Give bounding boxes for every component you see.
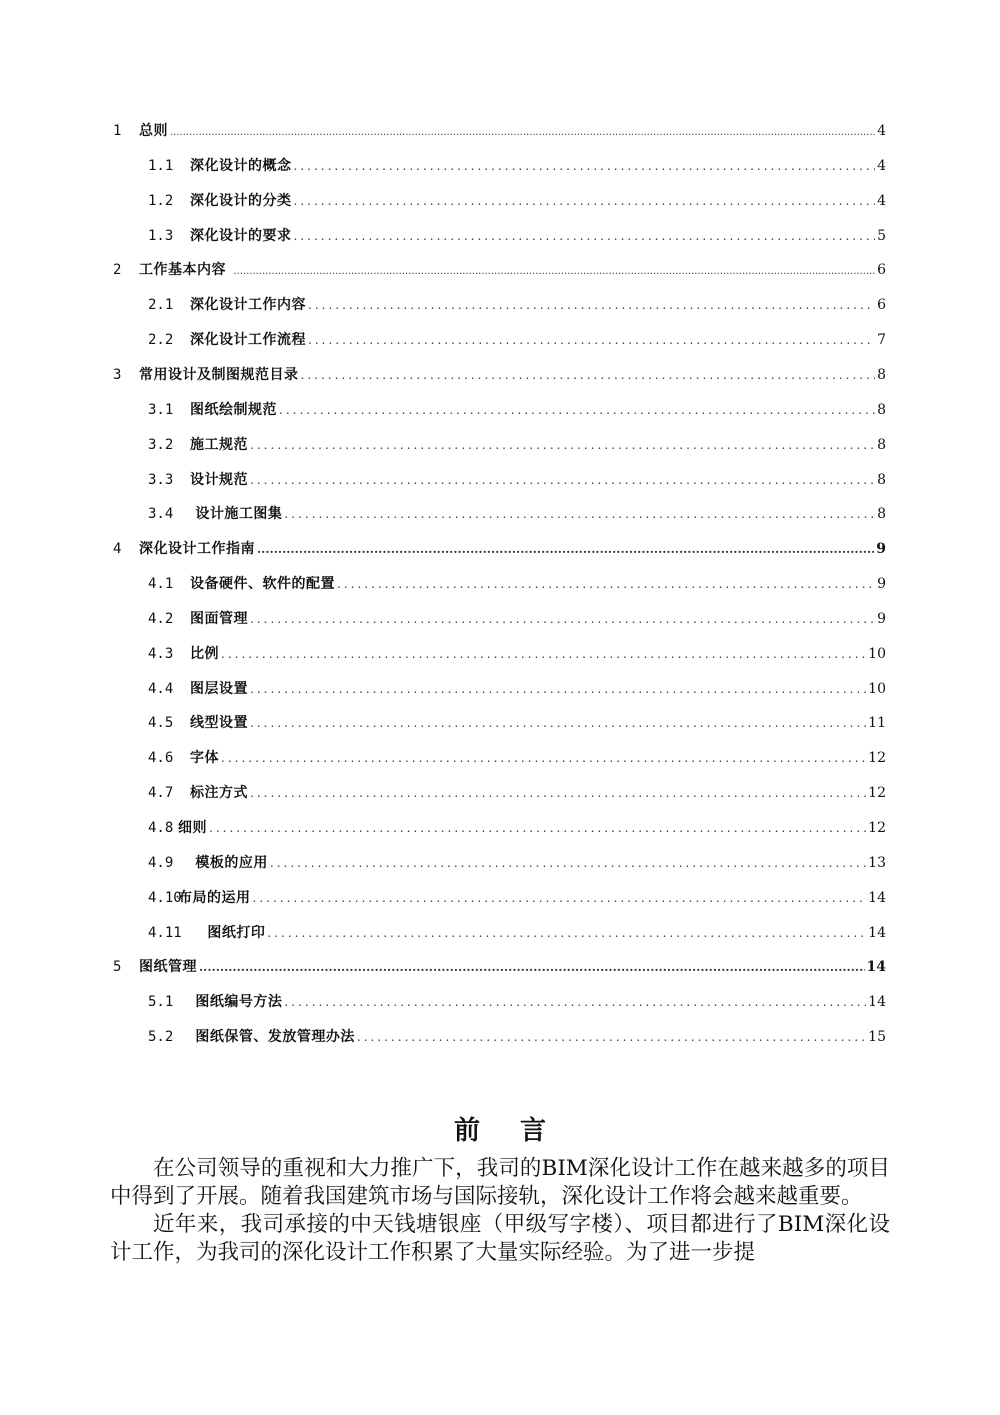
toc-dot-leader — [279, 396, 875, 424]
toc-entry[interactable] — [113, 117, 886, 145]
toc-entry[interactable] — [148, 396, 886, 424]
toc-entry-number: 3.1 — [148, 401, 174, 418]
toc-entry-number: 1 — [113, 123, 122, 139]
toc-entry-page-number: 8 — [877, 366, 886, 383]
toc-entry-page-number: 13 — [868, 854, 886, 871]
toc-dot-leader — [250, 466, 875, 494]
toc-entry-page-number: 8 — [877, 401, 886, 418]
toc-dot-leader — [233, 258, 875, 286]
toc-entry-title: 图层设置 — [190, 680, 248, 697]
toc-entry[interactable] — [148, 500, 886, 528]
toc-entry-number: 4.9 — [148, 854, 174, 871]
toc-entry[interactable] — [113, 535, 886, 563]
toc-entry-title: 总则 — [139, 123, 168, 139]
toc-dot-leader — [250, 675, 866, 703]
toc-entry[interactable] — [113, 256, 886, 284]
toc-dot-leader — [308, 326, 875, 354]
toc-entry-title: 设计施工图集 — [190, 506, 283, 523]
toc-entry[interactable] — [148, 291, 886, 319]
toc-entry-title: 图面管理 — [190, 610, 248, 627]
toc-entry-page-number: 4 — [877, 192, 886, 209]
toc-entry[interactable] — [148, 988, 886, 1016]
toc-entry[interactable] — [148, 919, 886, 947]
toc-entry-title: 常用设计及制图规范目录 — [139, 366, 299, 383]
toc-dot-leader — [294, 187, 876, 215]
toc-entry[interactable] — [113, 953, 886, 981]
toc-entry-page-number: 10 — [868, 645, 886, 662]
toc-dot-leader — [267, 919, 866, 947]
toc-entry-page-number: 14 — [868, 924, 886, 941]
toc-dot-leader — [294, 152, 876, 180]
toc-entry[interactable] — [148, 605, 886, 633]
toc-entry-page-number: 8 — [877, 471, 886, 488]
toc-dot-leader — [257, 535, 874, 563]
toc-entry[interactable] — [148, 884, 886, 912]
toc-entry[interactable] — [148, 187, 886, 215]
toc-dot-leader — [357, 1023, 866, 1051]
toc-entry-page-number: 12 — [868, 750, 886, 767]
toc-entry-title: 设备硬件、软件的配置 — [190, 576, 335, 593]
toc-dot-leader — [199, 953, 865, 981]
toc-dot-leader — [253, 884, 867, 912]
toc-entry-number: 4.5 — [148, 715, 174, 732]
toc-entry-number: 2 — [113, 262, 122, 279]
toc-dot-leader — [294, 222, 876, 250]
toc-entry-number: 4.8 — [148, 820, 174, 836]
preface-paragraph-1: 在公司领导的重视和大力推广下，我司的BIM深化设计工作在越来越多的项目中得到了开展。随着我国建筑市场与国际接轨，深化设计工作将会越来越重要。 — [110, 1156, 890, 1209]
toc-entry[interactable] — [148, 744, 886, 772]
toc-entry-page-number: 8 — [877, 506, 886, 523]
toc-entry-number: 1.2 — [148, 192, 174, 209]
toc-entry-number: 3 — [113, 366, 122, 383]
toc-entry[interactable] — [148, 326, 886, 354]
toc-entry-number: 1.1 — [148, 157, 174, 174]
toc-entry-page-number: 6 — [877, 297, 886, 314]
preface-body — [110, 1155, 890, 1267]
toc-entry-number: 5 — [113, 959, 122, 976]
toc-entry-title: 标注方式 — [190, 785, 248, 802]
toc-entry-page-number: 9 — [877, 576, 886, 593]
toc-dot-leader — [221, 640, 866, 668]
toc-entry[interactable] — [148, 779, 886, 807]
toc-entry-number: 3.2 — [148, 436, 174, 453]
toc-entry-number: 2.2 — [148, 332, 174, 349]
toc-entry-number: 4.7 — [148, 785, 174, 802]
toc-entry-number: 4.3 — [148, 645, 174, 662]
toc-entry[interactable] — [148, 222, 886, 250]
toc-dot-leader — [337, 570, 875, 598]
toc-entry-title: 线型设置 — [190, 715, 248, 732]
toc-entry-page-number: 15 — [868, 1029, 886, 1046]
toc-entry-number: 1.3 — [148, 227, 174, 244]
toc-entry[interactable] — [148, 431, 886, 459]
toc-entry-title: 深化设计的要求 — [190, 227, 292, 244]
toc-entry-title: 图纸保管、发放管理办法 — [190, 1029, 355, 1046]
toc-dot-leader — [250, 431, 875, 459]
toc-dot-leader — [250, 779, 866, 807]
toc-dot-leader — [284, 500, 875, 528]
toc-entry[interactable] — [148, 1023, 886, 1051]
toc-entry-number: 4 — [113, 541, 122, 558]
toc-entry-title: 布局的运用 — [178, 889, 251, 906]
toc-entry-page-number: 11 — [868, 715, 886, 732]
toc-entry-page-number: 10 — [868, 680, 886, 697]
toc-entry-number: 5.2 — [148, 1029, 174, 1046]
toc-entry-title: 细则 — [178, 820, 207, 836]
toc-entry-title: 字体 — [190, 750, 219, 767]
preface-heading: 前言 — [453, 1116, 586, 1146]
toc-dot-leader — [301, 361, 876, 389]
toc-dot-leader — [250, 709, 866, 737]
toc-entry[interactable] — [148, 675, 886, 703]
toc-entry-page-number: 14 — [868, 994, 886, 1011]
toc-dot-leader — [221, 744, 866, 772]
toc-dot-leader — [250, 605, 875, 633]
toc-entry-title: 施工规范 — [190, 436, 248, 453]
toc-entry[interactable] — [148, 849, 886, 877]
toc-dot-leader — [308, 291, 875, 319]
toc-dot-leader — [284, 988, 866, 1016]
toc-entry[interactable] — [148, 814, 886, 842]
toc-entry-number: 4.2 — [148, 610, 174, 627]
toc-entry-page-number: 14 — [866, 959, 886, 976]
toc-entry-number: 4.11 — [148, 924, 182, 941]
toc-entry-number: 3.4 — [148, 506, 174, 523]
toc-entry-title: 设计规范 — [190, 471, 248, 488]
toc-entry-number: 4.1 — [148, 576, 174, 593]
toc-entry-number: 4.10 — [148, 889, 182, 906]
toc-entry-title: 工作基本内容 — [139, 262, 232, 279]
toc-entry-number: 2.1 — [148, 297, 174, 314]
toc-entry-title: 比例 — [190, 645, 219, 662]
toc-entry-page-number: 9 — [876, 541, 886, 558]
toc-entry-title: 深化设计的分类 — [190, 192, 292, 209]
toc-entry-title: 图纸管理 — [139, 959, 197, 976]
toc-entry[interactable] — [148, 152, 886, 180]
toc-entry-page-number: 4 — [877, 157, 886, 174]
toc-entry-title: 模板的应用 — [190, 854, 268, 871]
toc-entry-title: 深化设计工作流程 — [190, 332, 306, 349]
toc-entry-title: 深化设计的概念 — [190, 157, 292, 174]
toc-entry-title: 图纸编号方法 — [190, 994, 283, 1011]
toc-entry-title: 深化设计工作内容 — [190, 297, 306, 314]
toc-dot-leader — [170, 119, 875, 147]
toc-entry-number: 3.3 — [148, 471, 174, 488]
toc-entry-title: 图纸打印 — [202, 924, 266, 941]
toc-entry-page-number: 6 — [877, 262, 886, 279]
toc-dot-leader — [270, 849, 866, 877]
toc-entry[interactable] — [148, 570, 886, 598]
toc-entry-number: 4.6 — [148, 750, 174, 767]
toc-entry-page-number: 14 — [868, 889, 886, 906]
toc-entry[interactable] — [148, 640, 886, 668]
toc-dot-leader — [209, 814, 866, 842]
toc-entry-number: 4.4 — [148, 680, 174, 697]
toc-entry-page-number: 4 — [877, 123, 886, 139]
toc-entry-page-number: 8 — [877, 436, 886, 453]
toc-entry[interactable] — [113, 361, 886, 389]
toc-entry-page-number: 5 — [877, 227, 886, 244]
preface-paragraph-2: 近年来，我司承接的中天钱塘银座（甲级写字楼）、项目都进行了BIM深化设计工作，为我司的深化设计工作积累了大量实际经验。为了进一步提 — [110, 1212, 890, 1265]
toc-entry-page-number: 12 — [868, 785, 886, 802]
toc-entry-page-number: 7 — [877, 332, 886, 349]
toc-entry-title: 深化设计工作指南 — [139, 541, 255, 558]
toc-entry-page-number: 12 — [868, 820, 886, 836]
toc-entry-page-number: 9 — [877, 610, 886, 627]
toc-entry[interactable] — [148, 709, 886, 737]
toc-entry-title: 图纸绘制规范 — [190, 401, 277, 418]
toc-entry-number: 5.1 — [148, 994, 174, 1011]
toc-entry[interactable] — [148, 466, 886, 494]
